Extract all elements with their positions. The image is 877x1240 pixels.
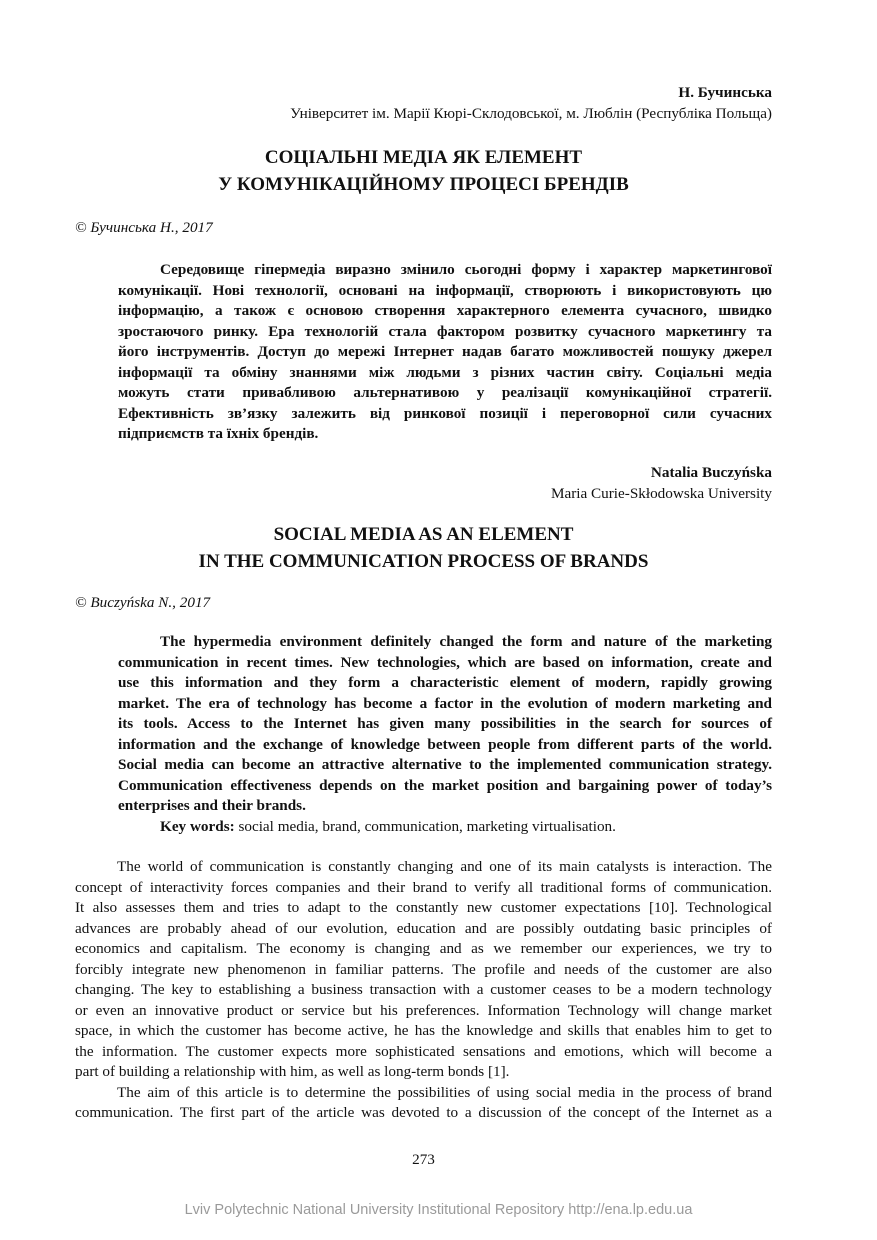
author-ua: Н. Бучинська bbox=[678, 84, 772, 101]
title-ua-line: У КОМУНІКАЦІЙНОМУ ПРОЦЕСІ БРЕНДІВ bbox=[218, 174, 629, 195]
text-line: підприємств та їхніх брендів. bbox=[118, 425, 319, 442]
title-en-line: SOCIAL MEDIA AS AN ELEMENT bbox=[273, 524, 574, 545]
text-line: economics and capitalism. The economy is changing and as we remember our experiences, we try to bbox=[75, 940, 772, 957]
text-line: The world of communication is constantly changing and one of its main catalysts is interaction. The bbox=[117, 858, 772, 875]
text-line: The hypermedia environment definitely changed the form and nature of the marketing bbox=[160, 633, 772, 650]
affiliation-en: Maria Curie-Skłodowska University bbox=[550, 485, 772, 502]
title-ua-line: СОЦІАЛЬНІ МЕДІА ЯК ЕЛЕМЕНТ bbox=[264, 147, 583, 168]
text-line: use this information and they form a characteristic element of modern, rapidly growing bbox=[118, 674, 772, 691]
author-en: Natalia Buczyńska bbox=[650, 464, 772, 481]
keywords-label: Key words: bbox=[160, 817, 235, 835]
text-line: forcibly integrate new phenomenon in familiar patterns. The profile and needs of the customer are also bbox=[75, 960, 772, 978]
text-line: Ефективність зв’язку залежить від ринкової позиції і переговорної сили сучасних bbox=[118, 404, 772, 422]
text-line: інформації та обміну знаннями між людьми з різних частин світу. Соціальні медіа bbox=[118, 363, 772, 381]
text-line: communication in recent times. New technologies, which are based on information, create and bbox=[118, 653, 772, 671]
keywords-text: social media, brand, communication, marketing virtualisation. bbox=[234, 817, 616, 835]
text-line: Social media can become an attractive alternative to the implemented communication strategy. bbox=[118, 756, 772, 773]
keywords bbox=[118, 817, 772, 838]
copyright-ua: © Бучинська Н., 2017 bbox=[75, 219, 213, 236]
title-ua bbox=[75, 144, 772, 198]
body-text bbox=[75, 857, 772, 1124]
text-line: concept of interactivity forces companies and their brand to verify all traditional forms of communication. bbox=[75, 878, 772, 896]
affiliation-ua: Університет ім. Марії Кюрі-Склодовської, м. Люблін (Республіка Польща) bbox=[290, 105, 772, 122]
abstract-ua bbox=[118, 260, 772, 445]
text-line: changing. The key to establishing a business transaction with a customer ceases to be a modern technology bbox=[75, 981, 772, 998]
copyright-en: © Buczyńska N., 2017 bbox=[75, 594, 211, 611]
title-en-line: IN THE COMMUNICATION PROCESS OF BRANDS bbox=[198, 551, 649, 572]
text-line: The aim of this article is to determine the possibilities of using social media in the process of brand bbox=[117, 1083, 772, 1101]
text-line: його інструментів. Доступ до мережі Інтернет надав багато можливостей пошуку джерел bbox=[118, 343, 772, 360]
text-line: or even an innovative product or service but his preferences. Information Technology will change market bbox=[75, 1001, 772, 1019]
text-line: space, in which the customer has become active, he has the knowledge and skills that enables him to get to bbox=[75, 1022, 772, 1039]
text-line: part of building a relationship with him, as well as long-term bonds [1]. bbox=[75, 1063, 510, 1080]
abstract-en bbox=[118, 632, 772, 837]
repository-footer: Lviv Polytechnic National University Institutional Repository http://ena.lp.edu.ua bbox=[184, 1202, 693, 1218]
text-line: інформацію, а також є основою створення характерного елемента сучасного, швидко bbox=[118, 302, 772, 319]
text-line: communication. The first part of the article was devoted to a discussion of the concept of the Internet as a bbox=[75, 1104, 772, 1121]
text-line: Communication effectiveness depends on the market position and bargaining power of today’s bbox=[118, 776, 772, 794]
text-line: advances are probably ahead of our evolution, education and are possibly outdating basic principles of bbox=[75, 919, 772, 937]
text-line: its tools. Access to the Internet has given many possibilities in the search for sources of bbox=[118, 715, 772, 732]
text-line: зростаючого ринку. Ера технологій стала фактором розвитку сучасного маркетингу та bbox=[118, 322, 772, 340]
text-line: enterprises and their brands. bbox=[118, 797, 306, 814]
text-line: information and the exchange of knowledge between people from different parts of the world. bbox=[118, 735, 772, 753]
abstract-en-lines bbox=[118, 632, 772, 817]
body-paragraph-1 bbox=[75, 857, 772, 1083]
text-line: the information. The customer expects more sophisticated sensations and emotions, which will become a bbox=[75, 1042, 772, 1060]
page-number: 273 bbox=[412, 1151, 435, 1168]
body-paragraph-2 bbox=[75, 1083, 772, 1124]
text-line: можуть стати привабливою альтернативою у реалізації комунікаційної стратегії. bbox=[118, 384, 772, 401]
text-line: It also assesses them and tries to adapt to the constantly new customer expectations [10]. Technological bbox=[75, 899, 772, 916]
text-line: market. The era of technology has become a factor in the evolution of modern marketing and bbox=[118, 694, 772, 712]
title-en bbox=[75, 521, 772, 575]
text-line: Середовище гіпермедіа виразно змінило сьогодні форму і характер маркетингової bbox=[160, 261, 772, 278]
text-line: комунікації. Нові технології, основані на інформації, створюють і використовують цю bbox=[118, 281, 772, 299]
